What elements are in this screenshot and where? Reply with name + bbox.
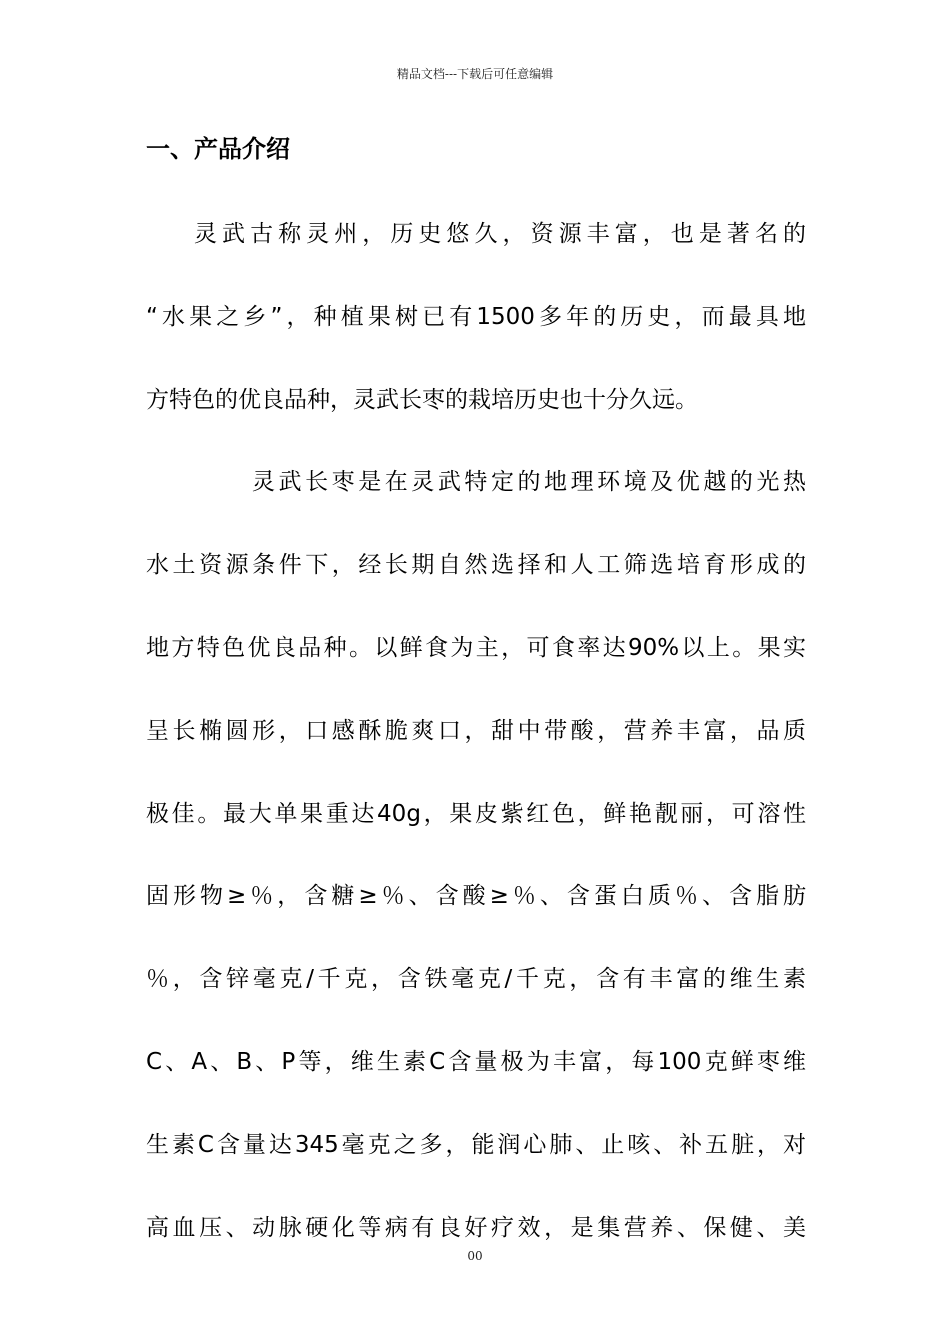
paragraph-2-line-8: C、A、B、P等，维生素C含量极为丰富，每100克鲜枣维 [146, 1048, 806, 1075]
paragraph-2-line-3: 地方特色优良品种。以鲜食为主，可食率达90%以上。果实 [146, 634, 806, 661]
paragraph-2-line-9: 生素C含量达345毫克之多，能润心肺、止咳、补五脏，对 [146, 1131, 806, 1158]
paragraph-2-line-5: 极佳。最大单果重达40g，果皮紫红色，鲜艳靓丽，可溶性 [146, 800, 806, 827]
body-text [146, 193, 806, 1269]
section-heading: 一、产品介绍 [146, 135, 290, 163]
paragraph-1-line-2: “水果之乡”，种植果树已有1500多年的历史，而最具地 [146, 303, 806, 330]
paragraph-2-line-1: 灵武长枣是在灵武特定的地理环境及优越的光热 [252, 469, 806, 496]
paragraph-2-line-6: 固形物≥％，含糖≥％、含酸≥％、含蛋白质％、含脂肪 [146, 883, 806, 910]
paragraph-2-line-10: 高血压、动脉硬化等病有良好疗效，是集营养、保健、美 [146, 1214, 806, 1241]
paragraph-1-line-3: 方特色的优良品种，灵武长枣的栽培历史也十分久远。 [146, 386, 698, 413]
page-number: 00 [467, 1249, 483, 1263]
paragraph-2-line-4: 呈长椭圆形，口感酥脆爽口，甜中带酸，营养丰富，品质 [146, 717, 806, 744]
paragraph-1-line-1: 灵武古称灵州，历史悠久，资源丰富，也是著名的 [194, 221, 806, 247]
page-header: 精品文档---下载后可任意编辑 [396, 67, 554, 81]
paragraph-2-line-7: ％，含锌毫克/千克，含铁毫克/千克，含有丰富的维生素 [146, 966, 806, 993]
paragraph-2-line-2: 水土资源条件下，经长期自然选择和人工筛选培育形成的 [146, 552, 806, 579]
